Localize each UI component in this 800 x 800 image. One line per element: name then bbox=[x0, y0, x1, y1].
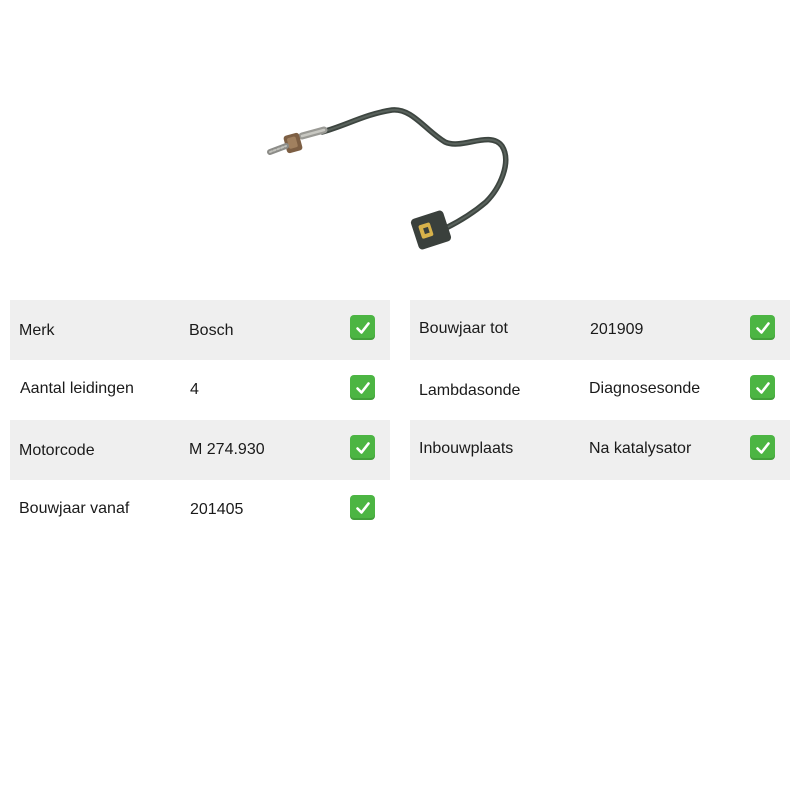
spec-table-right bbox=[410, 300, 790, 480]
spec-value: Diagnosesonde bbox=[589, 380, 701, 397]
spec-label: Merk bbox=[19, 322, 55, 339]
spec-value: 4 bbox=[190, 381, 199, 398]
lambda-sensor-image bbox=[240, 90, 530, 265]
spec-label: Motorcode bbox=[19, 442, 95, 459]
check-icon bbox=[350, 375, 375, 400]
spec-value: Bosch bbox=[189, 322, 234, 339]
spec-label: Lambdasonde bbox=[419, 382, 521, 399]
check-icon bbox=[350, 315, 375, 340]
spec-row-merk bbox=[10, 300, 390, 360]
spec-value: 201909 bbox=[590, 321, 644, 338]
product-image bbox=[240, 90, 530, 265]
spec-row-bouwjaar-vanaf bbox=[10, 480, 390, 540]
spec-table-left bbox=[10, 300, 390, 540]
spec-label: Inbouwplaats bbox=[419, 440, 514, 457]
spec-row-aantal-leidingen bbox=[10, 360, 390, 420]
check-icon bbox=[750, 375, 775, 400]
spec-row-inbouwplaats bbox=[410, 420, 790, 480]
spec-label: Aantal leidingen bbox=[20, 380, 134, 397]
spec-value: 201405 bbox=[190, 501, 244, 518]
check-icon bbox=[350, 435, 375, 460]
spec-row-bouwjaar-tot bbox=[410, 300, 790, 360]
spec-value: Na katalysator bbox=[589, 440, 692, 457]
check-icon bbox=[750, 435, 775, 460]
check-icon bbox=[350, 495, 375, 520]
spec-label: Bouwjaar vanaf bbox=[19, 500, 130, 517]
spec-value: M 274.930 bbox=[189, 441, 265, 458]
check-icon bbox=[750, 315, 775, 340]
spec-label: Bouwjaar tot bbox=[419, 320, 508, 337]
spec-row-lambdasonde bbox=[410, 360, 790, 420]
spec-row-motorcode bbox=[10, 420, 390, 480]
